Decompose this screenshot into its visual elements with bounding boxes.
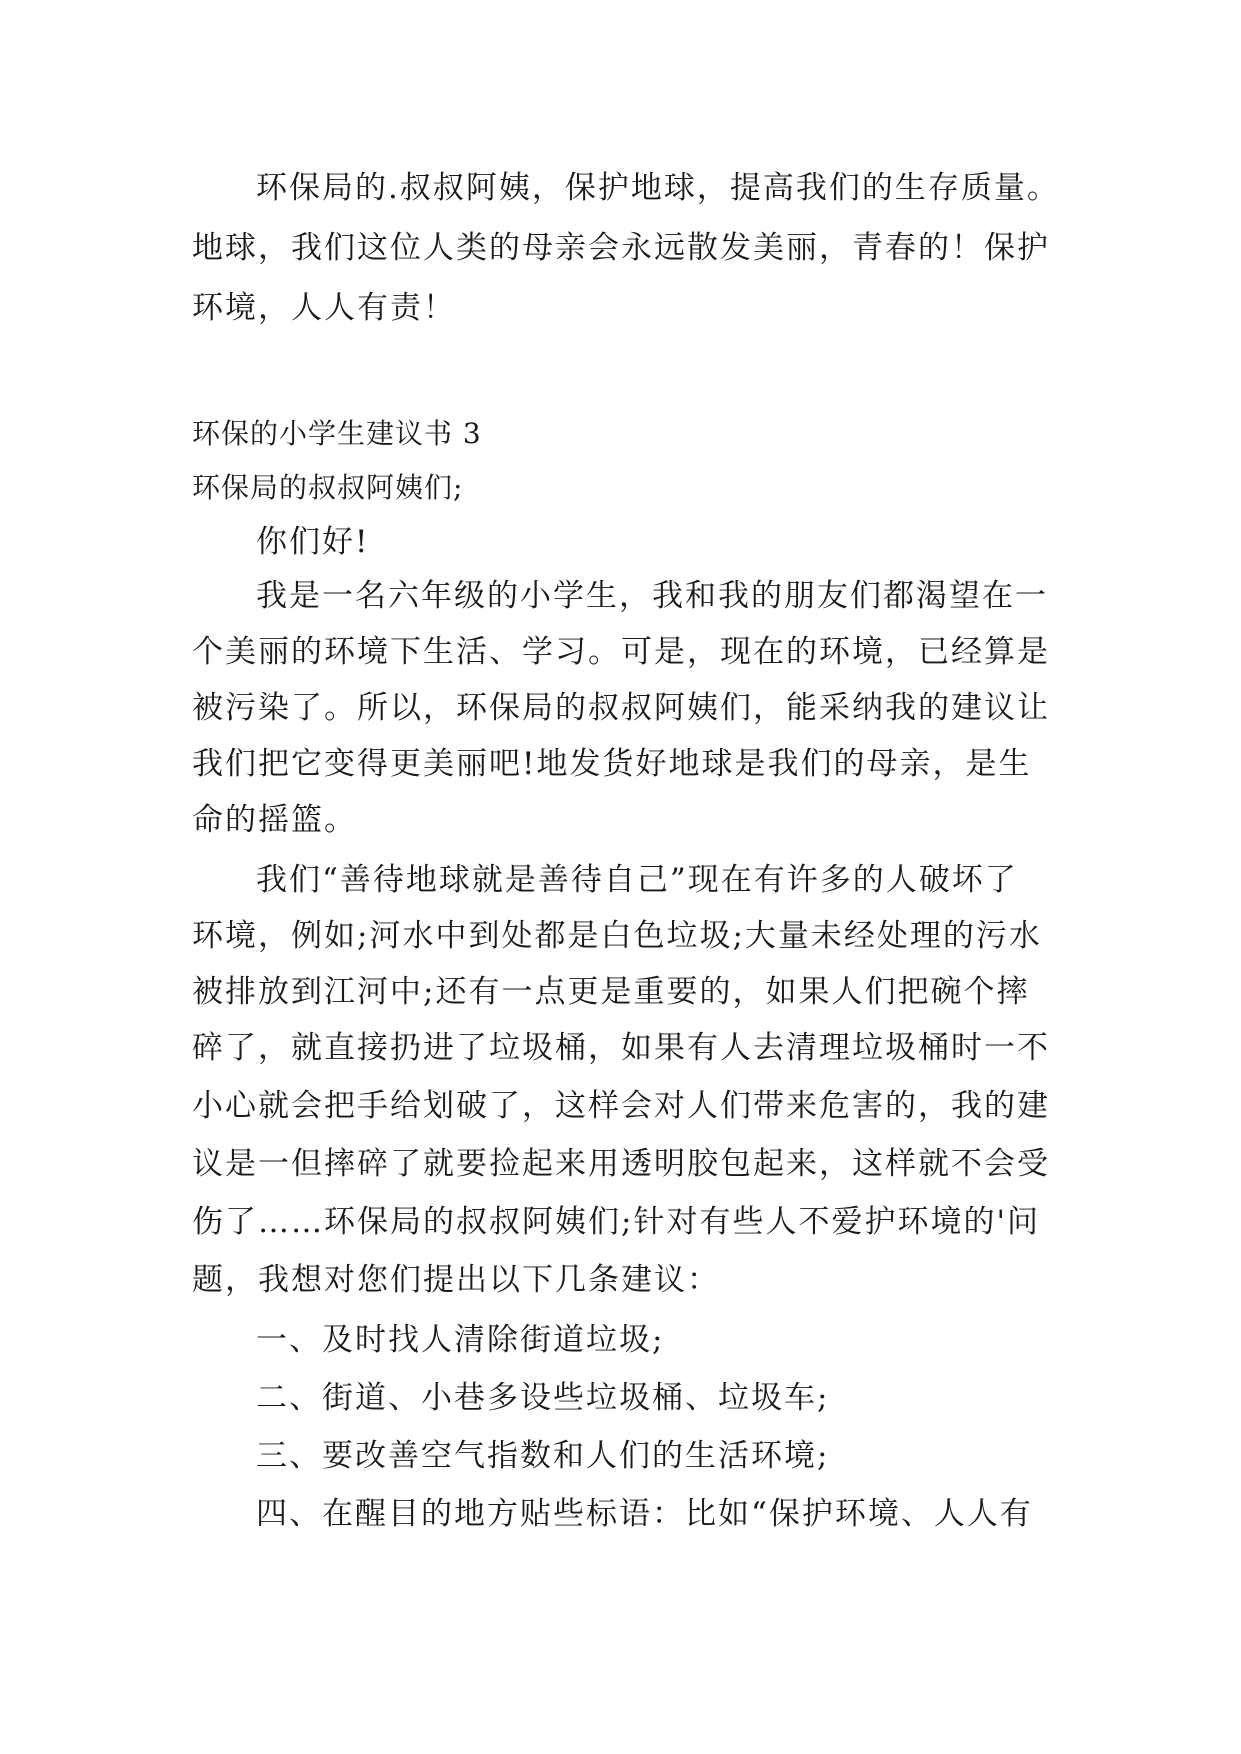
suggestion-item: 一、及时找人清除街道垃圾; xyxy=(256,1322,665,1358)
paragraph-line: 小心就会把手给划破了，这样会对人们带来危害的，我的建 xyxy=(192,1088,1050,1124)
greeting: 你们好! xyxy=(256,524,370,560)
salutation: 环保局的叔叔阿姨们; xyxy=(192,471,464,504)
section-title: 环保的小学生建议书 3 xyxy=(192,417,482,450)
paragraph-line: 我们把它变得更美丽吧!地发货好地球是我们的母亲，是生 xyxy=(192,746,1032,782)
suggestion-item: 三、要改善空气指数和人们的生活环境; xyxy=(256,1438,830,1474)
paragraph-line: 我们“善待地球就是善待自己”现在有许多的人破坏了 xyxy=(256,862,1018,898)
suggestion-item: 四、在醒目的地方贴些标语：比如“保护环境、人人有 xyxy=(256,1496,1033,1532)
paragraph-line: 碎了，就直接扔进了垃圾桶，如果有人去清理垃圾桶时一不 xyxy=(192,1030,1050,1066)
paragraph-line: 个美丽的环境下生活、学习。可是，现在的环境，已经算是 xyxy=(192,634,1050,670)
paragraph-line: 伤了……环保局的叔叔阿姨们;针对有些人不爱护环境的'问 xyxy=(192,1204,1040,1240)
paragraph-line: 我是一名六年级的小学生，我和我的朋友们都渴望在一 xyxy=(256,578,1048,614)
paragraph-line: 环境，人人有责！ xyxy=(192,290,456,326)
suggestion-item: 二、街道、小巷多设些垃圾桶、垃圾车; xyxy=(256,1380,830,1416)
paragraph-line: 被污染了。所以，环保局的叔叔阿姨们，能采纳我的建议让 xyxy=(192,690,1050,726)
paragraph-line: 题，我想对您们提出以下几条建议： xyxy=(192,1262,720,1298)
paragraph-line: 议是一但摔碎了就要捡起来用透明胶包起来，这样就不会受 xyxy=(192,1146,1050,1182)
paragraph-line: 环保局的.叔叔阿姨，保护地球，提高我们的生存质量。 xyxy=(256,170,1060,206)
paragraph-line: 地球，我们这位人类的母亲会永远散发美丽，青春的！保护 xyxy=(192,230,1050,266)
paragraph-line: 环境，例如;河水中到处都是白色垃圾;大量未经处理的污水 xyxy=(192,918,1042,954)
paragraph-line: 命的摇篮。 xyxy=(192,802,357,838)
paragraph-line: 被排放到江河中;还有一点更是重要的，如果人们把碗个摔 xyxy=(192,974,1030,1010)
